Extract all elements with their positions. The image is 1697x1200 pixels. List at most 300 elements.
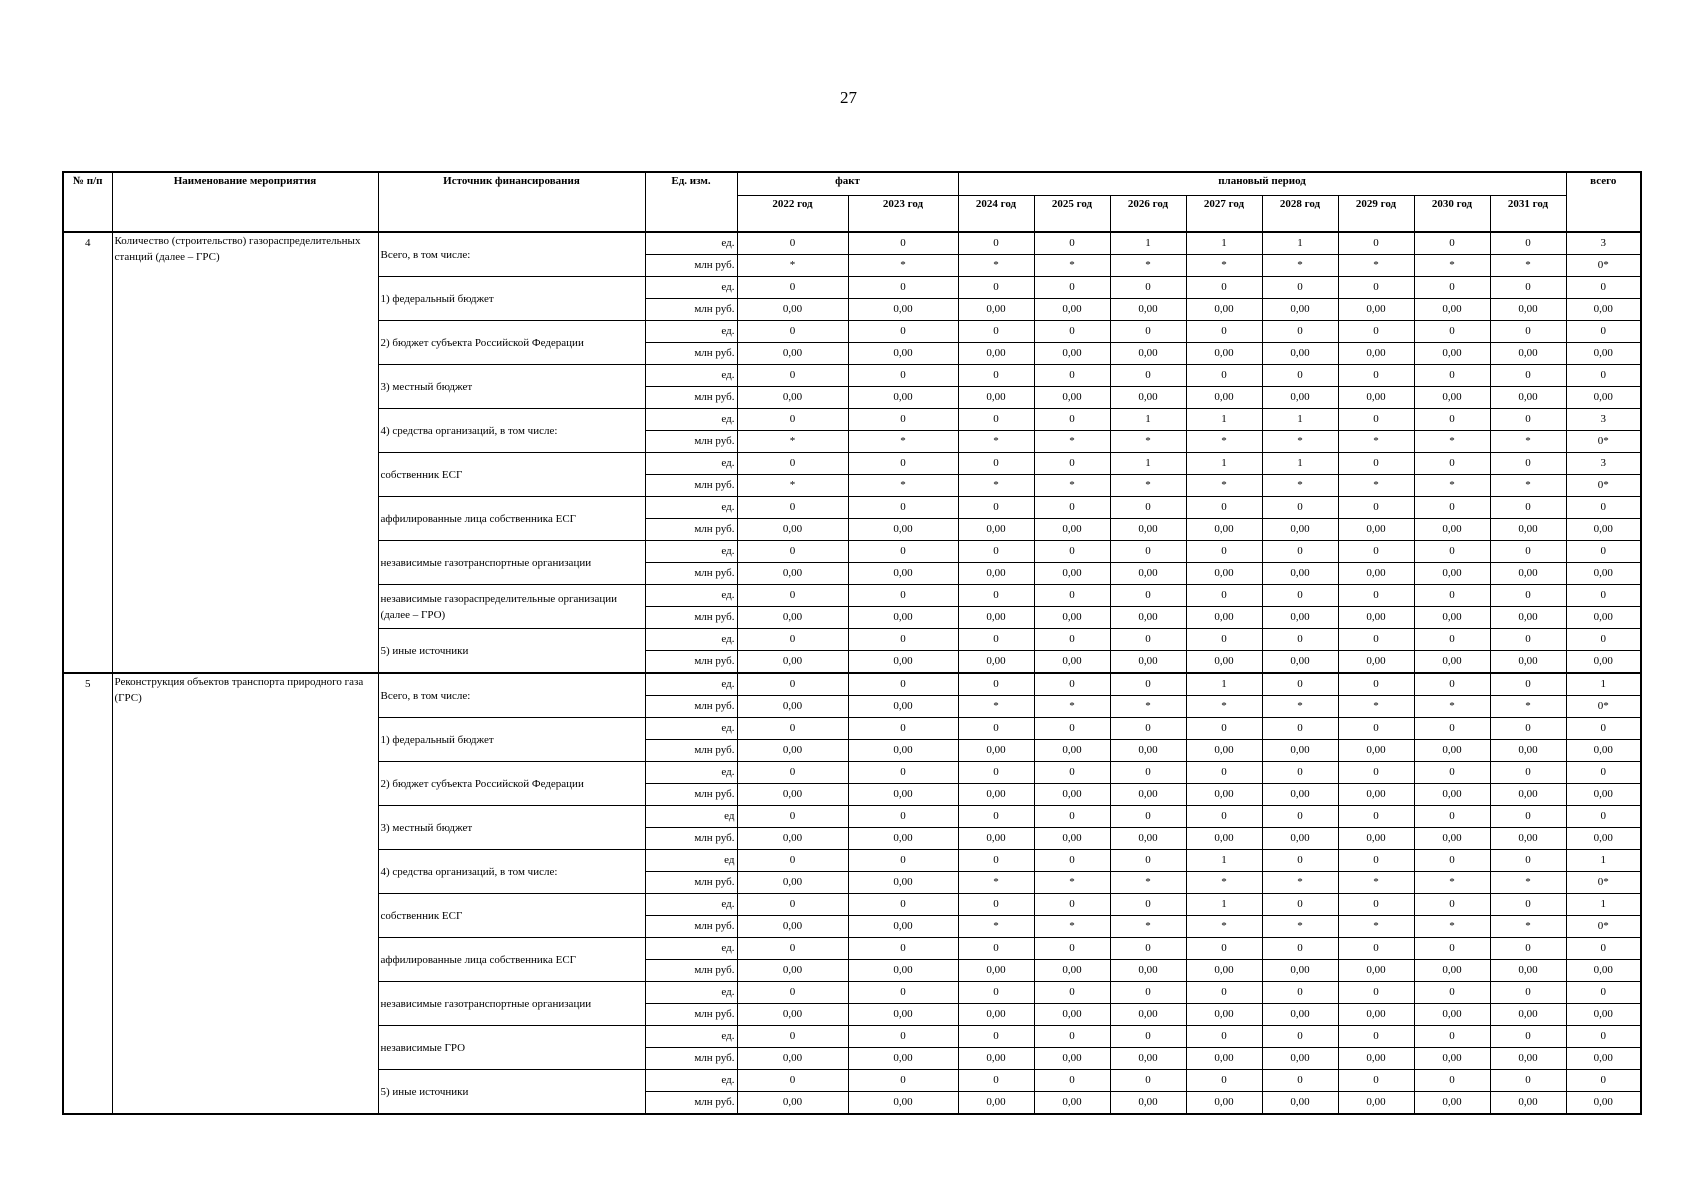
value-cell: * <box>1338 872 1414 894</box>
value-cell: 0 <box>848 585 958 607</box>
value-cell: 0,00 <box>737 960 848 982</box>
value-cell: 0 <box>958 365 1034 387</box>
value-cell: 0 <box>1414 894 1490 916</box>
value-cell: 0,00 <box>1414 299 1490 321</box>
unit-cell: млн руб. <box>645 431 737 453</box>
header-year: 2030 год <box>1414 196 1490 233</box>
total-cell: 0 <box>1566 718 1641 740</box>
value-cell: * <box>958 916 1034 938</box>
value-cell: 0,00 <box>1262 343 1338 365</box>
funding-source: 2) бюджет субъекта Российской Федерации <box>378 762 645 806</box>
value-cell: 0 <box>958 806 1034 828</box>
value-cell: 0 <box>958 232 1034 255</box>
unit-cell: млн руб. <box>645 519 737 541</box>
unit-cell: млн руб. <box>645 651 737 674</box>
value-cell: 0 <box>848 1026 958 1048</box>
value-cell: 0,00 <box>737 651 848 674</box>
total-cell: 0,00 <box>1566 299 1641 321</box>
value-cell: * <box>1034 696 1110 718</box>
value-cell: 0 <box>1414 762 1490 784</box>
value-cell: 0,00 <box>1338 1048 1414 1070</box>
value-cell: 0,00 <box>958 651 1034 674</box>
value-cell: 0 <box>1110 629 1186 651</box>
value-cell: 0,00 <box>1034 1004 1110 1026</box>
unit-cell: ед. <box>645 321 737 343</box>
value-cell: 0 <box>1414 453 1490 475</box>
value-cell: 0 <box>958 850 1034 872</box>
value-cell: * <box>1490 431 1566 453</box>
value-cell: * <box>848 255 958 277</box>
value-cell: 0 <box>1414 497 1490 519</box>
unit-cell: млн руб. <box>645 740 737 762</box>
value-cell: * <box>1338 255 1414 277</box>
value-cell: 0,00 <box>1490 607 1566 629</box>
value-cell: * <box>848 475 958 497</box>
unit-cell: ед. <box>645 585 737 607</box>
unit-cell: млн руб. <box>645 563 737 585</box>
value-cell: 0 <box>1262 277 1338 299</box>
value-cell: 0 <box>1414 718 1490 740</box>
value-cell: 0,00 <box>1262 960 1338 982</box>
value-cell: 0,00 <box>1490 784 1566 806</box>
value-cell: 0 <box>848 762 958 784</box>
value-cell: 0,00 <box>737 1048 848 1070</box>
total-cell: 0,00 <box>1566 343 1641 365</box>
value-cell: * <box>1186 916 1262 938</box>
value-cell: 0 <box>848 497 958 519</box>
unit-cell: млн руб. <box>645 1004 737 1026</box>
value-cell: * <box>1262 696 1338 718</box>
value-cell: 0,00 <box>1490 651 1566 674</box>
value-cell: 0,00 <box>958 387 1034 409</box>
value-cell: 0 <box>737 1026 848 1048</box>
value-cell: 1 <box>1186 409 1262 431</box>
header-fact: факт <box>737 172 958 196</box>
value-cell: 0 <box>737 894 848 916</box>
value-cell: 0 <box>1338 938 1414 960</box>
value-cell: 0 <box>1262 497 1338 519</box>
funding-source: собственник ЕСГ <box>378 453 645 497</box>
value-cell: 0 <box>848 629 958 651</box>
value-cell: 0,00 <box>1110 607 1186 629</box>
value-cell: 0 <box>1034 321 1110 343</box>
total-cell: 0 <box>1566 982 1641 1004</box>
total-cell: 0,00 <box>1566 1004 1641 1026</box>
value-cell: 0 <box>1262 894 1338 916</box>
value-cell: 0 <box>1034 453 1110 475</box>
value-cell: 0,00 <box>958 960 1034 982</box>
value-cell: 0 <box>1338 850 1414 872</box>
unit-cell: млн руб. <box>645 696 737 718</box>
value-cell: 0 <box>1414 365 1490 387</box>
value-cell: 0 <box>1110 850 1186 872</box>
value-cell: 0,00 <box>958 1004 1034 1026</box>
value-cell: 0 <box>1490 762 1566 784</box>
value-cell: * <box>737 255 848 277</box>
value-cell: 0 <box>1110 938 1186 960</box>
unit-cell: ед. <box>645 982 737 1004</box>
header-year: 2024 год <box>958 196 1034 233</box>
value-cell: 0,00 <box>1262 784 1338 806</box>
unit-cell: ед. <box>645 1070 737 1092</box>
header-year: 2027 год <box>1186 196 1262 233</box>
unit-cell: млн руб. <box>645 387 737 409</box>
value-cell: 0 <box>1262 321 1338 343</box>
value-cell: 0 <box>1490 277 1566 299</box>
value-cell: 0 <box>958 453 1034 475</box>
header-num: № п/п <box>63 172 112 232</box>
value-cell: 0,00 <box>958 607 1034 629</box>
value-cell: 0 <box>1034 1070 1110 1092</box>
value-cell: 0 <box>1034 982 1110 1004</box>
value-cell: 0,00 <box>1490 343 1566 365</box>
unit-cell: ед <box>645 850 737 872</box>
value-cell: 0,00 <box>848 960 958 982</box>
value-cell: * <box>1110 431 1186 453</box>
value-cell: 0 <box>1034 277 1110 299</box>
value-cell: * <box>1414 431 1490 453</box>
value-cell: * <box>1490 475 1566 497</box>
unit-cell: ед. <box>645 673 737 696</box>
value-cell: 1 <box>1110 409 1186 431</box>
value-cell: * <box>1414 916 1490 938</box>
value-cell: * <box>1338 475 1414 497</box>
value-cell: 0,00 <box>1490 1004 1566 1026</box>
value-cell: 0,00 <box>737 387 848 409</box>
value-cell: 0 <box>1034 850 1110 872</box>
value-cell: 0 <box>1186 629 1262 651</box>
value-cell: 0 <box>1186 277 1262 299</box>
value-cell: 1 <box>1262 409 1338 431</box>
value-cell: 0,00 <box>1110 387 1186 409</box>
unit-cell: ед. <box>645 409 737 431</box>
value-cell: 0,00 <box>1490 960 1566 982</box>
value-cell: * <box>737 475 848 497</box>
value-cell: 0 <box>737 629 848 651</box>
value-cell: 0 <box>1262 365 1338 387</box>
unit-cell: млн руб. <box>645 916 737 938</box>
value-cell: 0 <box>1338 1026 1414 1048</box>
total-cell: 3 <box>1566 409 1641 431</box>
value-cell: 0,00 <box>958 1048 1034 1070</box>
value-cell: 0,00 <box>1338 1004 1414 1026</box>
value-cell: 0 <box>737 365 848 387</box>
unit-cell: ед. <box>645 894 737 916</box>
funding-source: 2) бюджет субъекта Российской Федерации <box>378 321 645 365</box>
value-cell: 0 <box>1414 1070 1490 1092</box>
value-cell: * <box>1034 431 1110 453</box>
value-cell: * <box>1338 431 1414 453</box>
value-cell: 0,00 <box>737 784 848 806</box>
unit-cell: млн руб. <box>645 1092 737 1115</box>
unit-cell: млн руб. <box>645 784 737 806</box>
value-cell: 0 <box>958 321 1034 343</box>
value-cell: 0 <box>848 673 958 696</box>
value-cell: 0 <box>1338 629 1414 651</box>
value-cell: * <box>1262 255 1338 277</box>
table-header <box>63 172 1641 232</box>
value-cell: * <box>1262 872 1338 894</box>
value-cell: 0,00 <box>1262 607 1338 629</box>
value-cell: 0,00 <box>848 651 958 674</box>
value-cell: * <box>1490 696 1566 718</box>
funding-source: независимые газотранспортные организации <box>378 541 645 585</box>
value-cell: 0 <box>1110 277 1186 299</box>
value-cell: 0 <box>737 541 848 563</box>
header-source: Источник финансирования <box>378 172 645 232</box>
value-cell: 0,00 <box>1262 828 1338 850</box>
value-cell: 0,00 <box>848 387 958 409</box>
funding-table <box>62 171 1642 1115</box>
value-cell: 0 <box>737 673 848 696</box>
value-cell: 0,00 <box>848 1004 958 1026</box>
total-cell: 0* <box>1566 255 1641 277</box>
total-cell: 0* <box>1566 872 1641 894</box>
total-cell: 0,00 <box>1566 1048 1641 1070</box>
value-cell: 0 <box>1338 409 1414 431</box>
value-cell: 0,00 <box>1338 1092 1414 1115</box>
header-year: 2023 год <box>848 196 958 233</box>
value-cell: * <box>1186 475 1262 497</box>
value-cell: 0,00 <box>1186 1004 1262 1026</box>
value-cell: 0,00 <box>1414 784 1490 806</box>
value-cell: 0,00 <box>1034 784 1110 806</box>
value-cell: 0 <box>958 673 1034 696</box>
unit-cell: млн руб. <box>645 475 737 497</box>
value-cell: 0 <box>1490 982 1566 1004</box>
value-cell: 0 <box>1490 232 1566 255</box>
value-cell: 1 <box>1186 673 1262 696</box>
unit-cell: млн руб. <box>645 299 737 321</box>
value-cell: 0,00 <box>1338 607 1414 629</box>
value-cell: 0,00 <box>848 828 958 850</box>
value-cell: 0 <box>958 585 1034 607</box>
value-cell: 0 <box>848 894 958 916</box>
value-cell: 0,00 <box>1186 299 1262 321</box>
unit-cell: млн руб. <box>645 255 737 277</box>
value-cell: 0 <box>1110 982 1186 1004</box>
value-cell: 0 <box>958 541 1034 563</box>
value-cell: * <box>1338 916 1414 938</box>
value-cell: 0 <box>1034 894 1110 916</box>
value-cell: 0,00 <box>1110 740 1186 762</box>
funding-source: собственник ЕСГ <box>378 894 645 938</box>
value-cell: 0 <box>1262 806 1338 828</box>
value-cell: * <box>1034 916 1110 938</box>
header-year: 2022 год <box>737 196 848 233</box>
value-cell: 0 <box>848 453 958 475</box>
value-cell: * <box>1110 696 1186 718</box>
total-cell: 3 <box>1566 232 1641 255</box>
value-cell: 0 <box>1490 806 1566 828</box>
value-cell: 0 <box>737 982 848 1004</box>
value-cell: 0 <box>1034 938 1110 960</box>
value-cell: 0 <box>1186 365 1262 387</box>
value-cell: 0,00 <box>1338 299 1414 321</box>
value-cell: 0 <box>958 938 1034 960</box>
value-cell: 0 <box>737 453 848 475</box>
funding-source: 4) средства организаций, в том числе: <box>378 409 645 453</box>
value-cell: 1 <box>1186 894 1262 916</box>
value-cell: * <box>1110 255 1186 277</box>
value-cell: 0 <box>1186 321 1262 343</box>
value-cell: 0 <box>1490 629 1566 651</box>
value-cell: 0,00 <box>848 299 958 321</box>
value-cell: 0,00 <box>1034 299 1110 321</box>
unit-cell: ед. <box>645 497 737 519</box>
value-cell: * <box>1262 431 1338 453</box>
value-cell: 0,00 <box>1186 784 1262 806</box>
value-cell: * <box>1186 872 1262 894</box>
total-cell: 1 <box>1566 850 1641 872</box>
value-cell: 0 <box>1110 806 1186 828</box>
value-cell: 0,00 <box>1414 1048 1490 1070</box>
value-cell: * <box>958 431 1034 453</box>
value-cell: 0 <box>737 850 848 872</box>
unit-cell: ед. <box>645 762 737 784</box>
value-cell: 0,00 <box>1262 651 1338 674</box>
value-cell: 0 <box>737 1070 848 1092</box>
value-cell: 0,00 <box>1414 387 1490 409</box>
value-cell: 0,00 <box>958 784 1034 806</box>
value-cell: * <box>1414 255 1490 277</box>
value-cell: 0 <box>1338 321 1414 343</box>
value-cell: 0,00 <box>848 1048 958 1070</box>
total-cell: 0 <box>1566 277 1641 299</box>
value-cell: 0 <box>1262 673 1338 696</box>
unit-cell: ед. <box>645 277 737 299</box>
value-cell: * <box>737 431 848 453</box>
funding-source: аффилированные лица собственника ЕСГ <box>378 938 645 982</box>
value-cell: 0 <box>1490 850 1566 872</box>
header-year: 2029 год <box>1338 196 1414 233</box>
value-cell: 0 <box>1034 718 1110 740</box>
table-row <box>63 232 1641 255</box>
value-cell: 0,00 <box>1490 740 1566 762</box>
header-year: 2025 год <box>1034 196 1110 233</box>
value-cell: 0 <box>1262 718 1338 740</box>
value-cell: * <box>1490 916 1566 938</box>
value-cell: 0 <box>1490 321 1566 343</box>
value-cell: 0,00 <box>1414 343 1490 365</box>
unit-cell: млн руб. <box>645 828 737 850</box>
value-cell: 0 <box>848 718 958 740</box>
value-cell: 0 <box>1338 673 1414 696</box>
unit-cell: ед. <box>645 232 737 255</box>
value-cell: 0 <box>958 629 1034 651</box>
value-cell: 0 <box>1110 673 1186 696</box>
value-cell: 0 <box>848 938 958 960</box>
value-cell: 0,00 <box>1262 1092 1338 1115</box>
value-cell: 0,00 <box>848 916 958 938</box>
measure-number: 4 <box>63 232 112 673</box>
value-cell: * <box>848 431 958 453</box>
funding-source: 5) иные источники <box>378 629 645 674</box>
table-body <box>63 232 1641 1114</box>
value-cell: 0 <box>737 762 848 784</box>
value-cell: 0 <box>1490 497 1566 519</box>
value-cell: 0 <box>1338 806 1414 828</box>
value-cell: 0 <box>1490 673 1566 696</box>
value-cell: 0 <box>848 277 958 299</box>
value-cell: 0,00 <box>1110 1004 1186 1026</box>
value-cell: 0,00 <box>1186 387 1262 409</box>
value-cell: 1 <box>1186 232 1262 255</box>
value-cell: 0 <box>848 541 958 563</box>
value-cell: 0,00 <box>1034 387 1110 409</box>
total-cell: 0* <box>1566 696 1641 718</box>
value-cell: 0,00 <box>1110 519 1186 541</box>
total-cell: 1 <box>1566 673 1641 696</box>
value-cell: 0 <box>958 1026 1034 1048</box>
funding-source: 1) федеральный бюджет <box>378 277 645 321</box>
unit-cell: ед. <box>645 629 737 651</box>
page-number: 27 <box>840 88 857 107</box>
value-cell: 0,00 <box>1034 960 1110 982</box>
value-cell: 0 <box>1338 497 1414 519</box>
value-cell: 0,00 <box>1262 519 1338 541</box>
value-cell: 0 <box>1414 806 1490 828</box>
value-cell: 0 <box>1262 850 1338 872</box>
value-cell: 0,00 <box>1034 651 1110 674</box>
value-cell: 0 <box>1110 541 1186 563</box>
value-cell: 0 <box>737 409 848 431</box>
value-cell: 0 <box>737 718 848 740</box>
value-cell: * <box>1414 872 1490 894</box>
value-cell: * <box>958 872 1034 894</box>
total-cell: 0 <box>1566 541 1641 563</box>
value-cell: 0,00 <box>1338 519 1414 541</box>
unit-cell: млн руб. <box>645 1048 737 1070</box>
value-cell: * <box>1338 696 1414 718</box>
value-cell: 0,00 <box>958 740 1034 762</box>
value-cell: 0 <box>1110 894 1186 916</box>
value-cell: 0,00 <box>1414 960 1490 982</box>
value-cell: 0,00 <box>1186 960 1262 982</box>
value-cell: 0 <box>1490 409 1566 431</box>
value-cell: 0,00 <box>737 607 848 629</box>
value-cell: 0 <box>1414 850 1490 872</box>
value-cell: 0 <box>1034 1026 1110 1048</box>
value-cell: * <box>1262 916 1338 938</box>
value-cell: 0,00 <box>1262 1004 1338 1026</box>
value-cell: 0,00 <box>1034 607 1110 629</box>
value-cell: 0,00 <box>958 343 1034 365</box>
total-cell: 0* <box>1566 431 1641 453</box>
value-cell: 0,00 <box>1110 563 1186 585</box>
header-year: 2028 год <box>1262 196 1338 233</box>
value-cell: 0,00 <box>848 563 958 585</box>
value-cell: 0 <box>958 277 1034 299</box>
value-cell: 0,00 <box>737 1004 848 1026</box>
value-cell: 0 <box>737 585 848 607</box>
value-cell: 0 <box>1034 232 1110 255</box>
unit-cell: млн руб. <box>645 960 737 982</box>
value-cell: 0 <box>1490 894 1566 916</box>
value-cell: 0 <box>1490 1070 1566 1092</box>
value-cell: 0 <box>1110 762 1186 784</box>
funding-source: аффилированные лица собственника ЕСГ <box>378 497 645 541</box>
unit-cell: ед. <box>645 718 737 740</box>
total-cell: 0* <box>1566 475 1641 497</box>
value-cell: 0,00 <box>848 1092 958 1115</box>
value-cell: 0,00 <box>958 828 1034 850</box>
value-cell: 0 <box>1490 365 1566 387</box>
value-cell: 0 <box>1414 629 1490 651</box>
value-cell: 0,00 <box>1186 519 1262 541</box>
total-cell: 0 <box>1566 806 1641 828</box>
value-cell: 0 <box>1034 629 1110 651</box>
